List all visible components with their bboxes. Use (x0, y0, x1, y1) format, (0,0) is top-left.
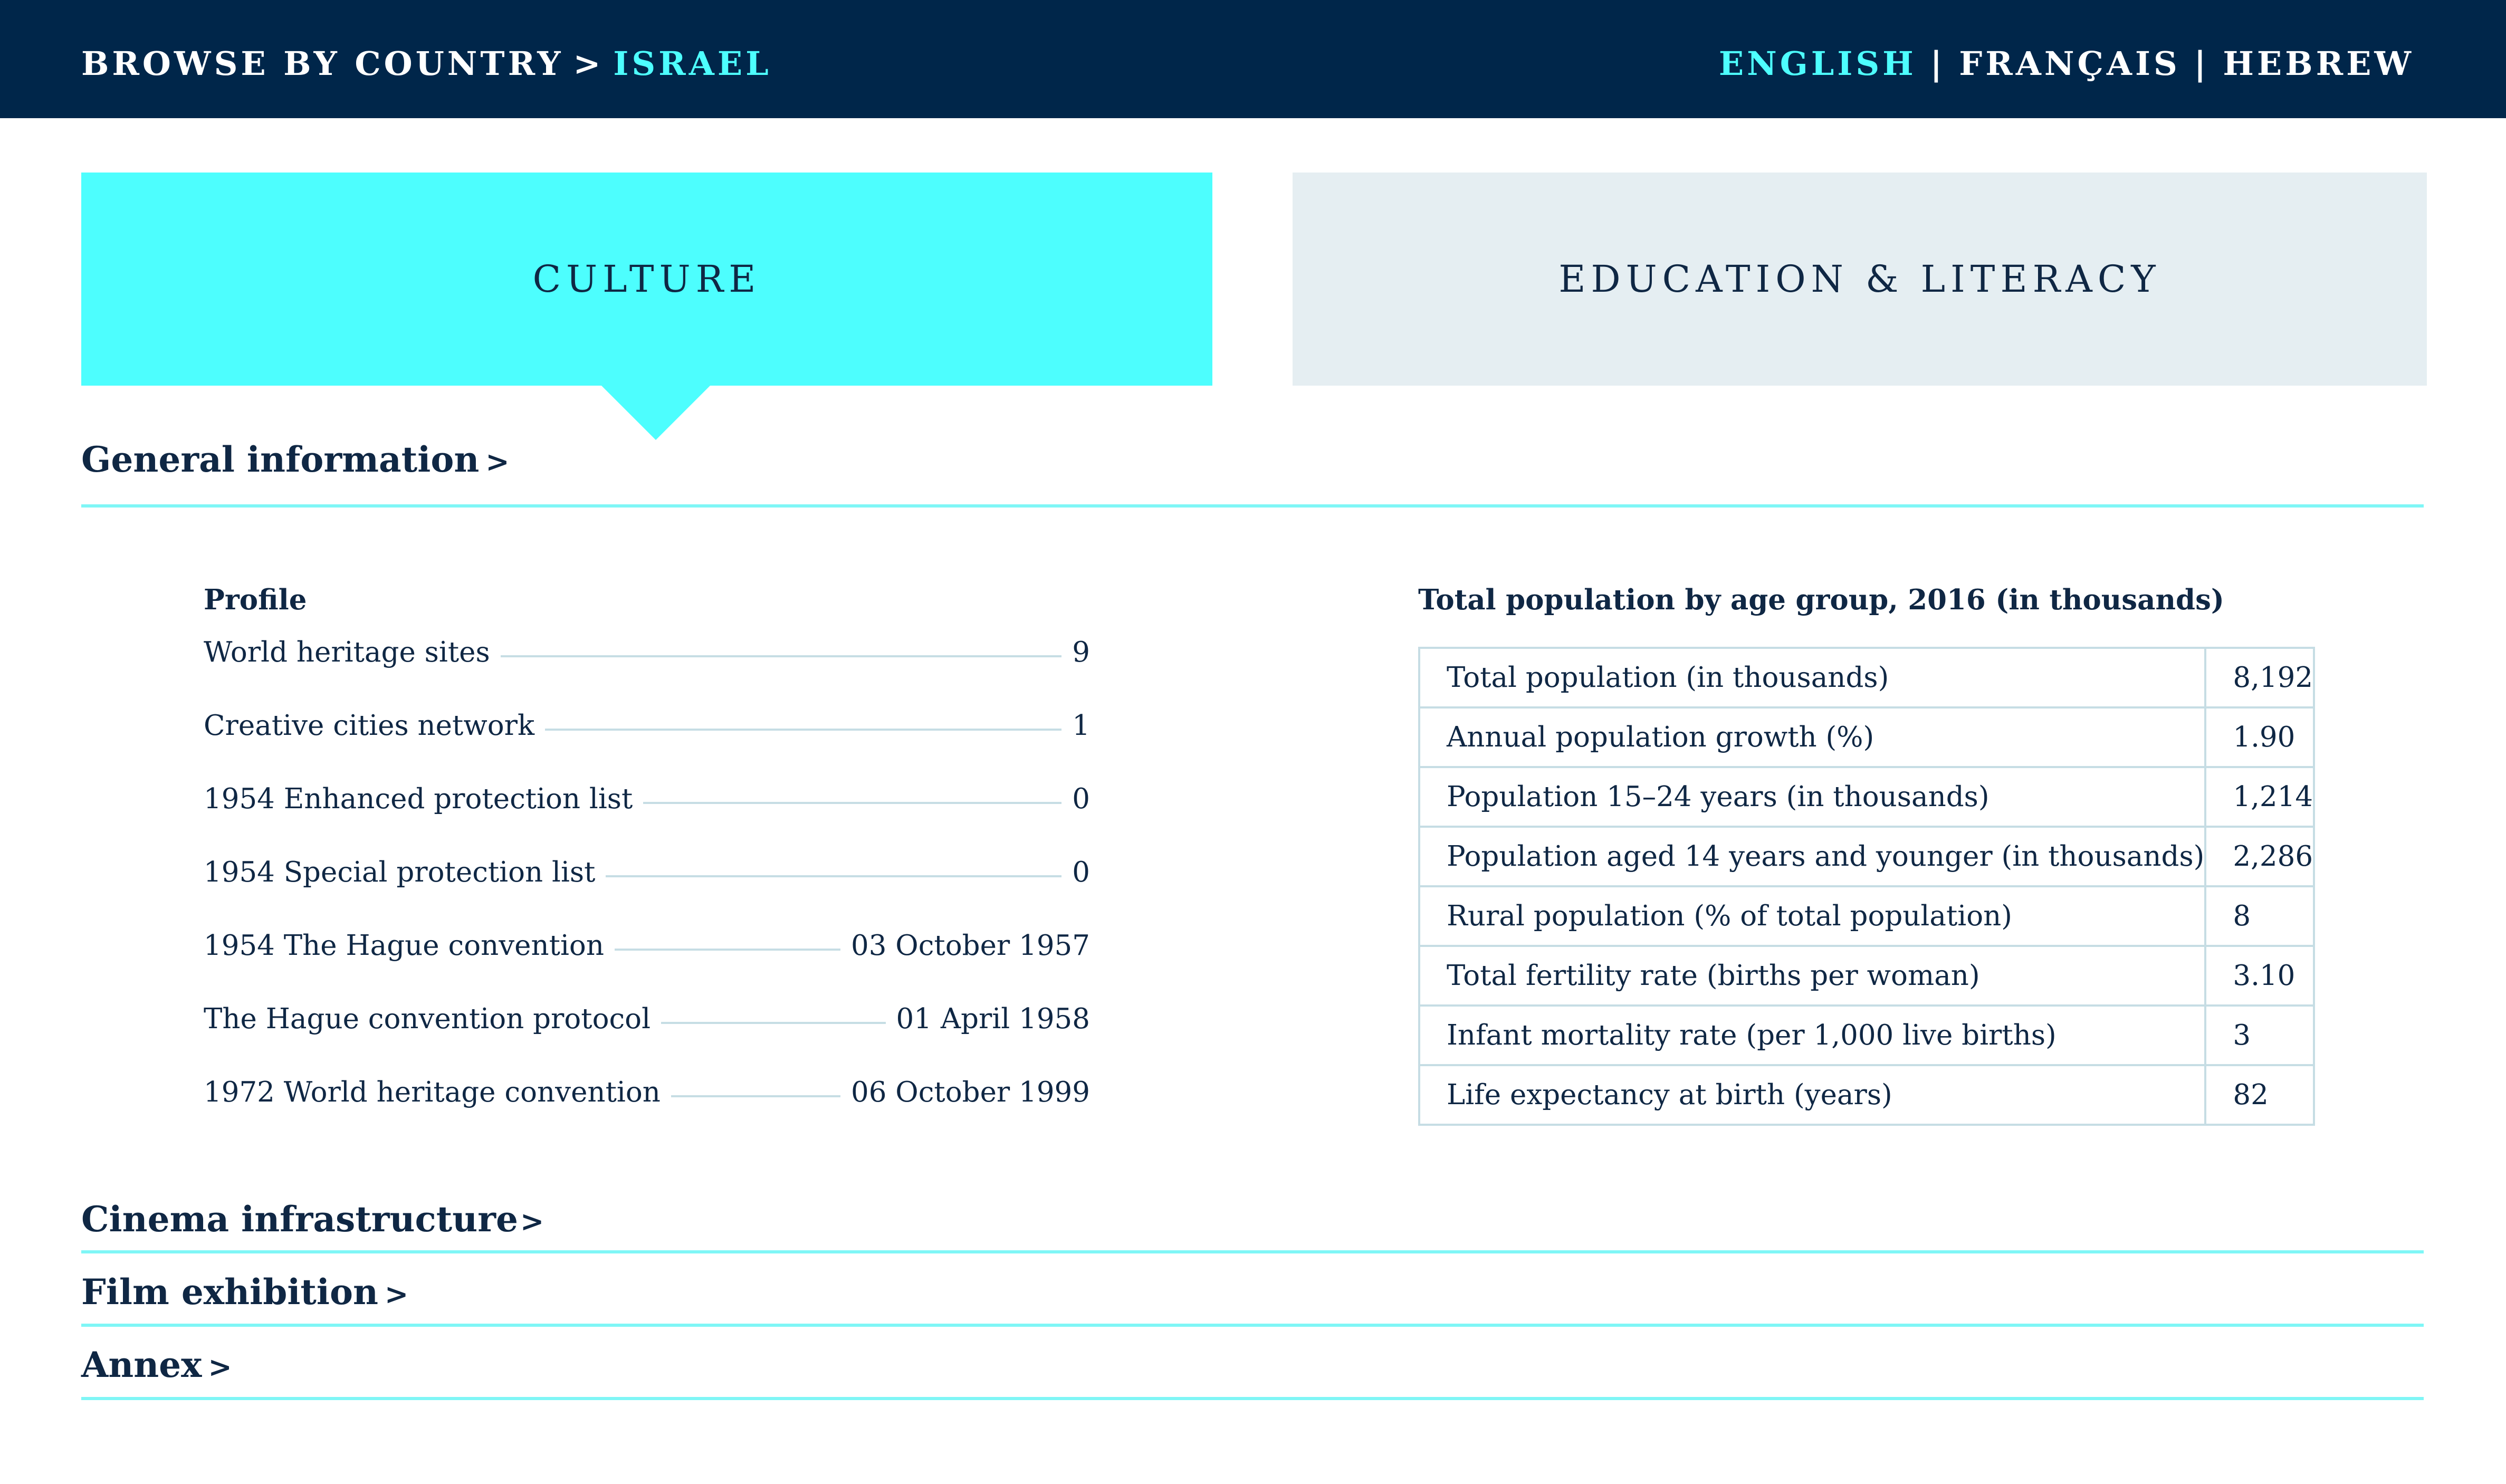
chevron-right-icon: > (485, 445, 510, 478)
language-divider: | (1930, 44, 1946, 83)
dotted-leader (671, 1095, 840, 1097)
table-row (1419, 886, 2314, 946)
profile-value: 9 (1072, 636, 1090, 668)
table-row (1419, 767, 2314, 827)
language-switcher (1719, 44, 2414, 83)
table-cell-label: Total fertility rate (births per woman) (1419, 946, 2205, 1006)
language-hebrew[interactable]: HEBREW (2223, 44, 2414, 83)
table-cell-label: Infant mortality rate (per 1,000 live births) (1419, 1006, 2205, 1065)
dotted-leader (615, 949, 840, 951)
section-annex[interactable] (81, 1344, 232, 1385)
table-cell-label: Life expectancy at birth (years) (1419, 1065, 2205, 1125)
table-cell-value: 1,214 (2205, 767, 2314, 827)
chevron-right-icon: > (520, 1204, 544, 1238)
table-cell-value: 82 (2205, 1065, 2314, 1125)
profile-label: Creative cities network (204, 710, 535, 742)
chevron-right-icon: > (385, 1277, 409, 1311)
profile-value: 06 October 1999 (851, 1076, 1090, 1108)
tab-education-literacy[interactable] (1293, 173, 2427, 386)
section-divider (81, 1250, 2424, 1253)
chevron-right-icon: > (208, 1350, 232, 1384)
profile-label: World heritage sites (204, 636, 490, 668)
section-label: Annex (81, 1344, 202, 1385)
table-cell-label: Population 15–24 years (in thousands) (1419, 767, 2205, 827)
section-label: General information (81, 439, 480, 480)
table-row (1419, 1065, 2314, 1125)
profile-value: 0 (1072, 856, 1090, 888)
table-row (1419, 946, 2314, 1006)
dotted-leader (545, 729, 1061, 731)
tab-education-label: EDUCATION & LITERACY (1558, 257, 2161, 301)
profile-label: 1954 Special protection list (204, 856, 596, 888)
profile-value: 03 October 1957 (851, 930, 1090, 962)
dotted-leader (501, 655, 1062, 657)
profile-list (204, 636, 1090, 1150)
section-divider (81, 1324, 2424, 1327)
profile-label: 1954 The Hague convention (204, 930, 604, 962)
tab-culture[interactable] (81, 173, 1212, 386)
profile-row (204, 930, 1090, 1003)
profile-row (204, 856, 1090, 930)
language-french[interactable]: FRANÇAIS (1959, 44, 2180, 83)
dotted-leader (643, 802, 1061, 804)
section-divider (81, 1397, 2424, 1400)
profile-value: 0 (1072, 783, 1090, 815)
profile-row (204, 1076, 1090, 1150)
population-table (1418, 647, 2315, 1126)
section-divider (81, 504, 2424, 508)
profile-row (204, 1003, 1090, 1076)
table-cell-label: Population aged 14 years and younger (in thousands) (1419, 827, 2205, 886)
profile-label: 1972 World heritage convention (204, 1076, 661, 1108)
profile-row (204, 710, 1090, 783)
profile-label: The Hague convention protocol (204, 1003, 651, 1035)
table-cell-value: 8,192 (2205, 648, 2314, 707)
table-cell-value: 2,286 (2205, 827, 2314, 886)
table-cell-label: Total population (in thousands) (1419, 648, 2205, 707)
table-cell-value: 3 (2205, 1006, 2314, 1065)
breadcrumb (81, 44, 772, 83)
tab-culture-label: CULTURE (532, 257, 761, 301)
profile-title: Profile (204, 583, 307, 616)
profile-row (204, 783, 1090, 856)
table-row (1419, 648, 2314, 707)
table-cell-value: 1.90 (2205, 707, 2314, 767)
dotted-leader (606, 875, 1061, 877)
profile-label: 1954 Enhanced protection list (204, 783, 633, 815)
section-label: Film exhibition (81, 1271, 378, 1313)
dotted-leader (661, 1022, 886, 1024)
population-table-title: Total population by age group, 2016 (in thousands) (1418, 583, 2224, 616)
table-row (1419, 827, 2314, 886)
section-general-information[interactable] (81, 439, 510, 480)
table-row (1419, 707, 2314, 767)
section-cinema-infrastructure[interactable] (81, 1199, 544, 1240)
profile-row (204, 636, 1090, 710)
section-label: Cinema infrastructure (81, 1199, 518, 1240)
table-cell-label: Annual population growth (%) (1419, 707, 2205, 767)
table-cell-value: 8 (2205, 886, 2314, 946)
table-row (1419, 1006, 2314, 1065)
table-cell-label: Rural population (% of total population) (1419, 886, 2205, 946)
language-divider: | (2194, 44, 2210, 83)
breadcrumb-separator: > (573, 44, 604, 83)
active-tab-pointer (601, 385, 711, 440)
section-film-exhibition[interactable] (81, 1271, 408, 1313)
top-bar (0, 0, 2506, 118)
profile-value: 1 (1072, 710, 1090, 742)
profile-value: 01 April 1958 (896, 1003, 1090, 1035)
breadcrumb-current: ISRAEL (613, 44, 772, 83)
table-cell-value: 3.10 (2205, 946, 2314, 1006)
breadcrumb-root-link[interactable]: BROWSE BY COUNTRY (81, 44, 564, 83)
language-english[interactable]: ENGLISH (1718, 44, 1917, 83)
